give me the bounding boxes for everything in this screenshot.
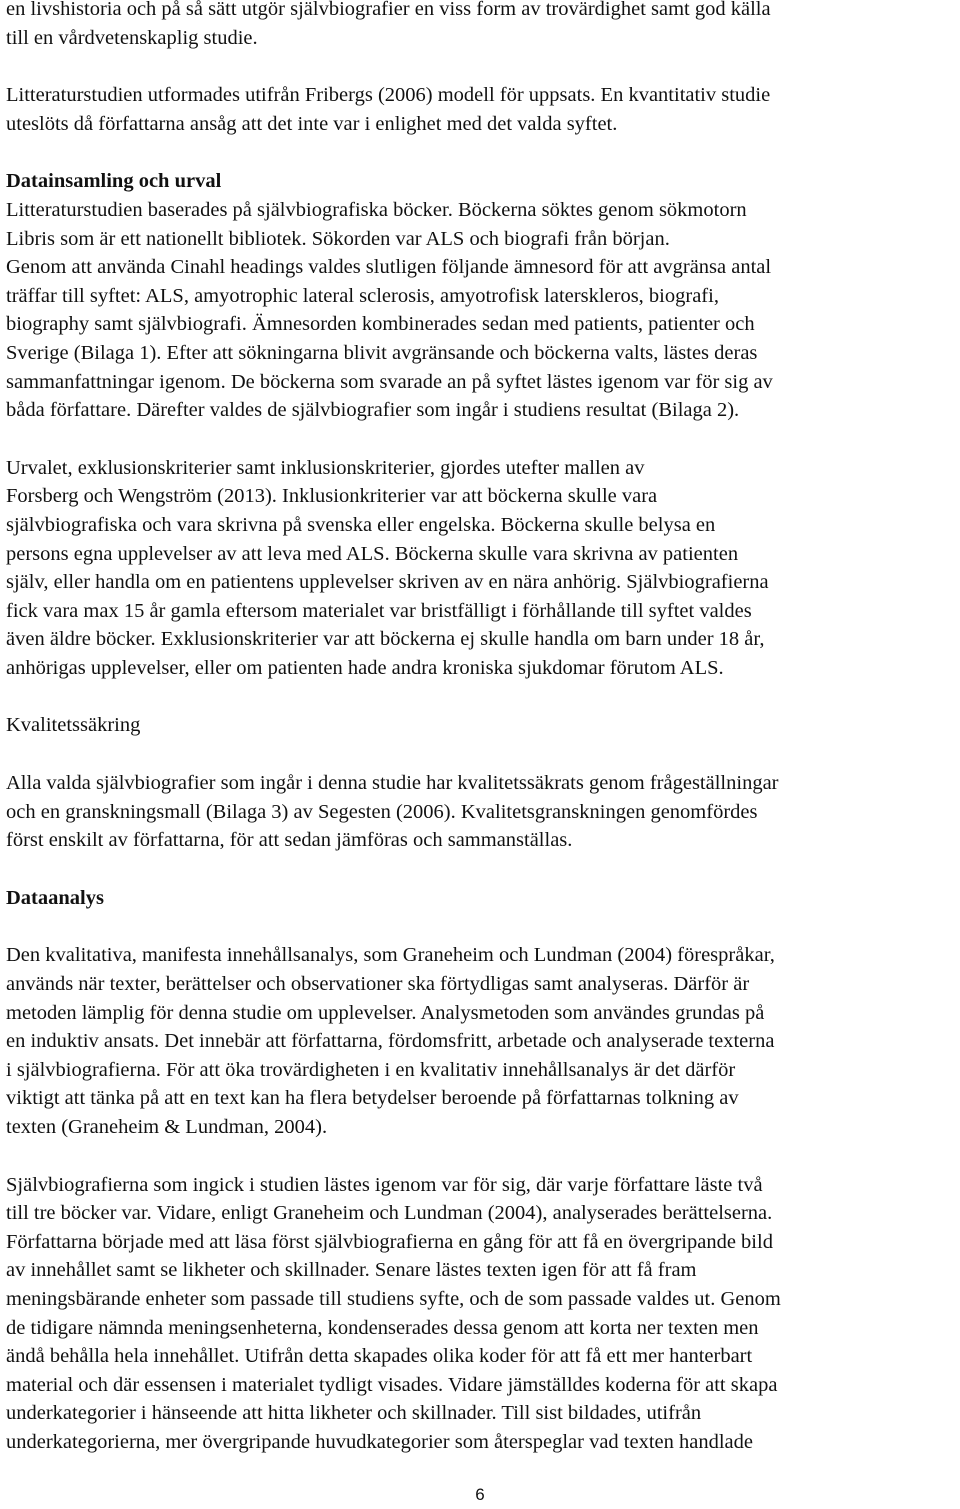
- text-line: i självbiografierna. För att öka trovärdigheten i en kvalitativ innehållsanalys är det därför: [6, 1058, 736, 1081]
- text-line: underkategorier i hänseende att hitta likheter och skillnader. Till sist bildades, utifrån: [6, 1402, 702, 1425]
- section-heading-datainsamling: Datainsamling och urval: [6, 170, 222, 193]
- spacer: [6, 138, 952, 167]
- text-line: Forsberg och Wengström (2013). Inklusionkriterier var att böckerna skulle vara: [6, 485, 658, 508]
- text-line: Genom att använda Cinahl headings valdes slutligen följande ämnesord för att avgränsa antal: [6, 256, 772, 279]
- text-line: persons egna upplevelser av att leva med ALS. Böckerna skulle vara skrivna av patienten: [6, 542, 739, 565]
- document-page: [6, 0, 952, 1457]
- section-heading-dataanalys: Dataanalys: [6, 886, 104, 909]
- text-line: självbiografiska och vara skrivna på svenska eller engelska. Böckerna skulle belysa en: [6, 513, 716, 536]
- spacer: [6, 855, 952, 884]
- text-line: en livshistoria och på så sätt utgör självbiografier en viss form av trovärdighet samt god källa: [6, 0, 771, 20]
- text-line: texten (Graneheim & Lundman, 2004).: [6, 1116, 328, 1138]
- page-number: 6: [475, 1485, 485, 1504]
- text-line: även äldre böcker. Exklusionskriterier var att böckerna ej skulle handla om barn under 18 år,: [6, 628, 765, 651]
- text-line: Litteraturstudien baserades på självbiografiska böcker. Böckerna söktes genom sökmotorn: [6, 198, 747, 221]
- text-line: fick vara max 15 år gamla eftersom materialet var bristfälligt i förhållande till syftet valdes: [6, 599, 752, 622]
- text-line: Urvalet, exklusionskriterier samt inklusionskriterier, gjordes utefter mallen av: [6, 456, 645, 479]
- text-line: underkategorierna, mer övergripande huvudkategorier som återspeglar vad texten handlade: [6, 1430, 753, 1453]
- text-line: de tidigare nämnda meningsenheterna, kondenserades dessa genom att korta ner texten men: [6, 1316, 759, 1339]
- spacer: [6, 740, 952, 769]
- text-line: meningsbärande enheter som passade till studiens syfte, och de som passade valdes ut. Genom: [6, 1287, 781, 1310]
- kvalitetssakring-paragraph: [6, 769, 952, 855]
- text-line: Självbiografierna som ingick i studien lästes igenom var för sig, där varje författare läste två: [6, 1173, 763, 1196]
- text-line: först enskilt av författarna, för att sedan jämföras och sammanställas.: [6, 829, 573, 852]
- text-line: Libris som är ett nationellt bibliotek. Sökorden var ALS och biografi från början.: [6, 227, 670, 250]
- text-line: till en vårdvetenskaplig studie.: [6, 26, 258, 49]
- text-line: ändå behålla hela innehållet. Utifrån detta skapades olika koder för att få ett mer hanterbart: [6, 1345, 753, 1368]
- spacer: [6, 912, 952, 941]
- spacer: [6, 425, 952, 454]
- dataanalys-paragraph-2: [6, 1171, 952, 1457]
- text-line: Författarna började med att läsa först självbiografierna en gång för att få en övergripande bild: [6, 1230, 773, 1253]
- text-line: anhörigas upplevelser, eller om patienten hade andra kroniska sjukdomar förutom ALS.: [6, 656, 724, 679]
- text-line: sammanfattningar igenom. De böckerna som svarade an på syftet lästes igenom var för sig av: [6, 370, 773, 393]
- text-line: Alla valda självbiografier som ingår i denna studie har kvalitetssäkrats genom frågeställningar: [6, 772, 779, 795]
- text-line: båda författare. Därefter valdes de självbiografier som ingår i studiens resultat (Bilaga 2).: [6, 399, 740, 422]
- intro-paragraph: [6, 0, 952, 52]
- text-line: Litteraturstudien utformades utifrån Fribergs (2006) modell för uppsats. En kvantitativ studie: [6, 84, 771, 107]
- text-line: till tre böcker var. Vidare, enligt Graneheim och Lundman (2004), analyserades berättelserna.: [6, 1202, 773, 1225]
- spacer: [6, 1142, 952, 1171]
- text-line: material och där essensen i materialet tydligt visades. Vidare jämställdes koderna för att skapa: [6, 1373, 778, 1396]
- spacer: [6, 52, 952, 81]
- text-line: uteslöts då författarna ansåg att det inte var i enlighet med det valda syftet.: [6, 112, 618, 135]
- section-heading-kvalitetssakring: Kvalitetssäkring: [6, 714, 141, 737]
- text-line: Sverige (Bilaga 1). Efter att sökningarna blivit avgränsande och böckerna valts, lästes deras: [6, 341, 758, 364]
- text-line: används när texter, berättelser och observationer ska förtydligas samt analyseras. Därför är: [6, 973, 750, 996]
- spacer: [6, 682, 952, 711]
- text-line: metoden lämplig för denna studie om upplevelser. Analysmetoden som användes grundas på: [6, 1001, 765, 1024]
- text-line: en induktiv ansats. Det innebär att författarna, fördomsfritt, arbetade och analyserade texterna: [6, 1030, 775, 1053]
- urval-paragraph: [6, 454, 952, 683]
- text-line: viktigt att tänka på att en text kan ha flera betydelser beroende på författarnas tolkning av: [6, 1087, 739, 1110]
- datainsamling-paragraph: [6, 196, 952, 425]
- dataanalys-paragraph: [6, 941, 952, 1141]
- text-line: Den kvalitativa, manifesta innehållsanalys, som Graneheim och Lundman (2004) förespråkar,: [6, 944, 775, 967]
- text-line: av innehållet samt se likheter och skillnader. Senare lästes texten igen för att få fram: [6, 1259, 697, 1282]
- text-line: själv, eller handla om en patientens upplevelser skriven av en nära anhörig. Självbiografierna: [6, 571, 769, 594]
- text-line: biography samt självbiografi. Ämnesorden kombinerades sedan med patients, patienter och: [6, 313, 755, 336]
- method-paragraph: [6, 81, 952, 138]
- text-line: träffar till syftet: ALS, amyotrophic lateral sclerosis, amyotrofisk laterskleros, biografi,: [6, 284, 719, 307]
- text-line: och en granskningsmall (Bilaga 3) av Segesten (2006). Kvalitetsgranskningen genomfördes: [6, 800, 758, 823]
